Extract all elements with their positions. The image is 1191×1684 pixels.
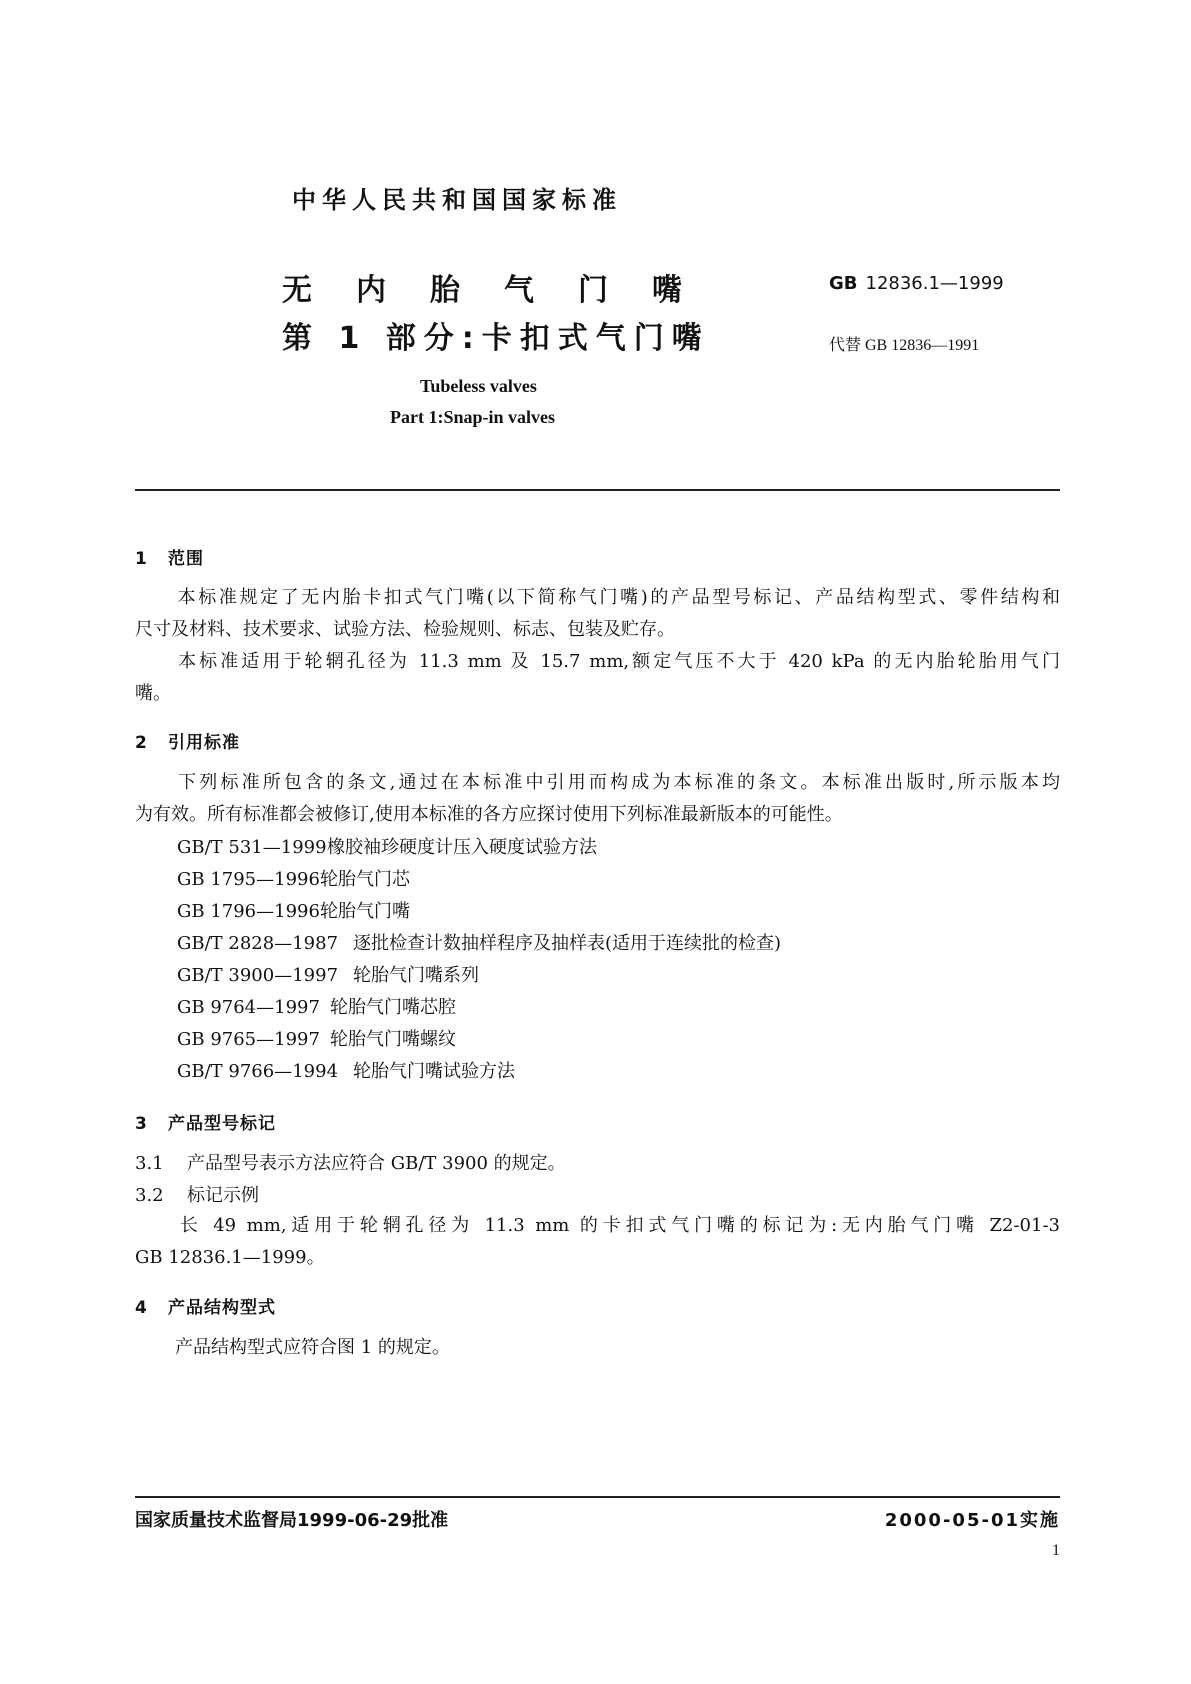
para-line: 下列标准所包含的条文,通过在本标准中引用而构成为本标准的条文。本标准出版时,所示版本均 — [175, 772, 1060, 793]
marking-example — [135, 1210, 1060, 1274]
section-number: 3 — [135, 1114, 148, 1134]
replaces-standard: 代替 GB 12836—1991 — [829, 337, 980, 354]
section-number: 4 — [135, 1298, 148, 1318]
title-cn-line1 — [282, 265, 682, 309]
effective-date: 2000-05-01实施 — [884, 1510, 1060, 1531]
section-1-para-1 — [135, 582, 1060, 646]
header-divider — [135, 489, 1060, 491]
section-number: 2 — [135, 733, 148, 753]
para-line: 为有效。所有标准都会被修订,使用本标准的各方应探讨使用下列标准最新版本的可能性。 — [135, 804, 843, 825]
standard-prefix: GB — [829, 273, 858, 294]
section-title: 范围 — [168, 549, 204, 569]
reference-item: GB/T 9766—1994 轮胎气门嘴试验方法 — [177, 1061, 515, 1082]
section-4-para-1: 产品结构型式应符合图 1 的规定。 — [175, 1337, 450, 1358]
section-1-heading — [135, 544, 204, 569]
para-line: 嘴。 — [135, 683, 171, 704]
para-line: 本标准规定了无内胎卡扣式气门嘴(以下简称气门嘴)的产品型号标记、产品结构型式、零件结构和 — [175, 587, 1060, 608]
section-title: 产品型号标记 — [168, 1114, 276, 1134]
reference-item: GB 9765—1997 轮胎气门嘴螺纹 — [177, 1029, 456, 1050]
section-title: 引用标准 — [168, 733, 240, 753]
subsection-text: 标记示例 — [187, 1185, 259, 1206]
section-2-para-1 — [135, 767, 1060, 831]
reference-item: GB/T 3900—1997 轮胎气门嘴系列 — [177, 965, 479, 986]
para-line: 本标准适用于轮辋孔径为 11.3 mm 及 15.7 mm,额定气压不大于 420 kPa 的无内胎轮胎用气门 — [175, 651, 1060, 672]
reference-item: GB 9764—1997 轮胎气门嘴芯腔 — [177, 997, 456, 1018]
title-char: 无 — [282, 273, 312, 308]
reference-item: GB/T 2828—1987 逐批检查计数抽样程序及抽样表(适用于连续批的检查) — [177, 933, 782, 954]
section-4-heading — [135, 1293, 276, 1318]
reference-item: GB 1795—1996轮胎气门芯 — [177, 869, 410, 890]
section-number: 1 — [135, 549, 148, 569]
title-en-line2: Part 1:Snap-in valves — [390, 407, 556, 427]
subsection-text: 产品型号表示方法应符合 GB/T 3900 的规定。 — [187, 1153, 566, 1174]
reference-item: GB 1796—1996轮胎气门嘴 — [177, 901, 410, 922]
subsection-number: 3.1 — [135, 1153, 164, 1174]
approval-info: 国家质量技术监督局1999-06-29批准 — [135, 1510, 449, 1531]
subsection-3-1 — [135, 1149, 566, 1175]
title-char: 嘴 — [652, 273, 682, 308]
standard-number — [829, 273, 1004, 294]
title-en-line1: Tubeless valves — [420, 376, 537, 396]
national-standard-heading: 中华人民共和国国家标准 — [292, 186, 622, 214]
title-char: 内 — [356, 273, 386, 308]
section-3-heading — [135, 1109, 276, 1134]
para-line: GB 12836.1—1999。 — [135, 1247, 325, 1268]
section-1-para-2 — [135, 646, 1060, 710]
title-cn-line2: 第 1 部分:卡扣式气门嘴 — [282, 321, 710, 356]
footer-divider — [135, 1496, 1060, 1498]
title-char: 气 — [504, 273, 534, 308]
reference-item: GB/T 531—1999橡胶袖珍硬度计压入硬度试验方法 — [177, 837, 597, 858]
para-line: 尺寸及材料、技术要求、试验方法、检验规则、标志、包装及贮存。 — [135, 619, 675, 640]
standard-code: 12836.1—1999 — [865, 273, 1004, 294]
subsection-3-2 — [135, 1181, 259, 1207]
section-title: 产品结构型式 — [168, 1298, 276, 1318]
title-char: 胎 — [430, 273, 460, 308]
para-line: 长 49 mm,适用于轮辋孔径为 11.3 mm 的卡扣式气门嘴的标记为:无内胎气门嘴 Z2-01-3 — [175, 1215, 1060, 1236]
page-number: 1 — [1052, 1542, 1060, 1559]
title-char: 门 — [578, 273, 608, 308]
subsection-number: 3.2 — [135, 1185, 164, 1206]
section-2-heading — [135, 728, 240, 753]
